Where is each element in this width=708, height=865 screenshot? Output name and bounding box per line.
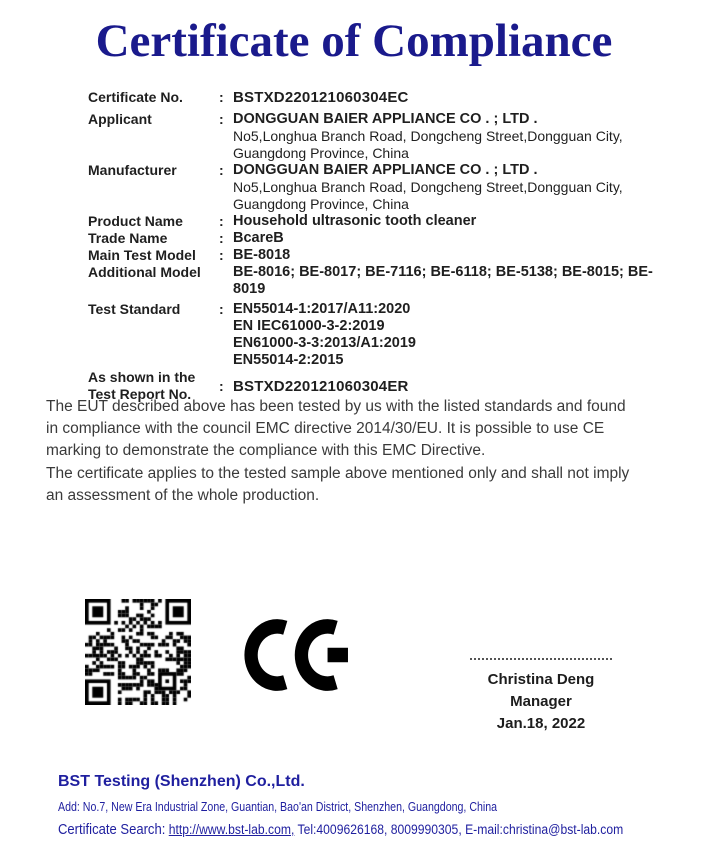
certificate-search-label: Certificate Search: <box>58 822 166 838</box>
signatory-role: Manager <box>510 693 572 710</box>
signature-block <box>452 650 630 735</box>
field-row-certificate-no <box>88 89 684 106</box>
test-standard-line: EN55014-2:2015 <box>233 352 344 368</box>
field-colon: : <box>219 111 224 127</box>
signature-dotted-line <box>470 658 612 660</box>
applicant-address-line1: No5,Longhua Branch Road, Dongcheng Street,Dongguan City, <box>233 128 623 144</box>
field-row-additional-model <box>88 264 684 298</box>
field-row-product-name <box>88 213 684 230</box>
field-colon: : <box>219 89 224 105</box>
statement-line: an assessment of the whole production. <box>46 486 320 504</box>
field-row-test-standard <box>88 301 684 369</box>
test-standard-line: EN IEC61000-3-2:2019 <box>233 318 385 334</box>
field-colon: : <box>219 213 224 229</box>
field-colon: : <box>219 301 224 317</box>
field-label: Applicant <box>88 111 152 127</box>
applicant-value <box>233 111 684 162</box>
statement-line: The certificate applies to the tested sample above mentioned only and shall not imply <box>46 464 630 482</box>
statement-line: marking to demonstrate the compliance with this EMC Directive. <box>46 442 486 460</box>
field-label: Certificate No. <box>88 89 183 105</box>
field-label: Trade Name <box>88 230 168 246</box>
applicant-address-line2: Guangdong Province, China <box>233 145 409 161</box>
field-colon: : <box>219 230 224 246</box>
field-colon: : <box>219 377 224 394</box>
field-row-applicant <box>88 111 684 162</box>
signature-date: Jan.18, 2022 <box>496 715 586 732</box>
field-colon: : <box>219 162 224 178</box>
manufacturer-company: DONGGUAN BAIER APPLIANCE CO . ; LTD . <box>233 162 538 178</box>
field-label: Manufacturer <box>88 162 177 178</box>
lab-company-name: BST Testing (Shenzhen) Co.,Ltd. <box>58 773 305 790</box>
test-standard-line: EN55014-1:2017/A11:2020 <box>233 301 411 317</box>
main-test-model-value: BE-8018 <box>233 247 291 263</box>
certificate-fields <box>88 89 684 403</box>
manufacturer-address-line1: No5,Longhua Branch Road, Dongcheng Street,Dongguan City, <box>233 179 623 195</box>
qr-code <box>85 599 191 705</box>
field-row-manufacturer <box>88 162 684 213</box>
manufacturer-value <box>233 162 684 213</box>
test-standard-line: EN61000-3-3:2013/A1:2019 <box>233 335 416 351</box>
additional-model-value: BE-8016; BE-8017; BE-7116; BE-6118; BE-5138; BE-8015; BE-8019 <box>233 264 653 297</box>
certificate-search-link[interactable]: http://www.bst-lab.com, <box>168 822 295 837</box>
field-label: Product Name <box>88 213 183 229</box>
applicant-company: DONGGUAN BAIER APPLIANCE CO . ; LTD . <box>233 111 538 127</box>
statement-line: The EUT described above has been tested by us with the listed standards and found <box>46 398 626 415</box>
field-label: Additional Model <box>88 264 201 280</box>
lab-address: Add: No.7, New Era Industrial Zone, Guantian, Bao'an District, Shenzhen, Guangdong, China <box>58 800 498 814</box>
product-name-value: Household ultrasonic tooth cleaner <box>233 213 477 229</box>
test-standard-value <box>233 301 684 369</box>
compliance-statement <box>46 396 686 507</box>
field-label: Test Standard <box>88 301 181 317</box>
field-row-main-test-model <box>88 247 684 264</box>
certificate-title: Certificate of Compliance <box>95 15 613 67</box>
signatory-name: Christina Deng <box>487 671 595 688</box>
statement-line: in compliance with the council EMC directive 2014/30/EU. It is possible to use CE <box>46 420 605 438</box>
field-label-line2: Test Report No. <box>88 386 192 402</box>
field-row-trade-name <box>88 230 684 247</box>
field-label: Main Test Model <box>88 247 196 263</box>
test-report-number-value: BSTXD220121060304ER <box>233 377 409 395</box>
trade-name-value: BcareB <box>233 230 284 246</box>
certificate-search-line <box>58 822 623 838</box>
footer-contact-info: Tel:4009626168, 8009990305, E-mail:christina@bst-lab.com <box>297 822 624 837</box>
certificate-number-value: BSTXD220121060304EC <box>233 89 409 106</box>
field-colon <box>219 264 233 298</box>
field-colon: : <box>219 247 224 263</box>
footer <box>58 773 686 838</box>
field-label-line1: As shown in the <box>88 369 196 385</box>
manufacturer-address-line2: Guangdong Province, China <box>233 196 409 212</box>
ce-mark-icon <box>243 616 357 694</box>
